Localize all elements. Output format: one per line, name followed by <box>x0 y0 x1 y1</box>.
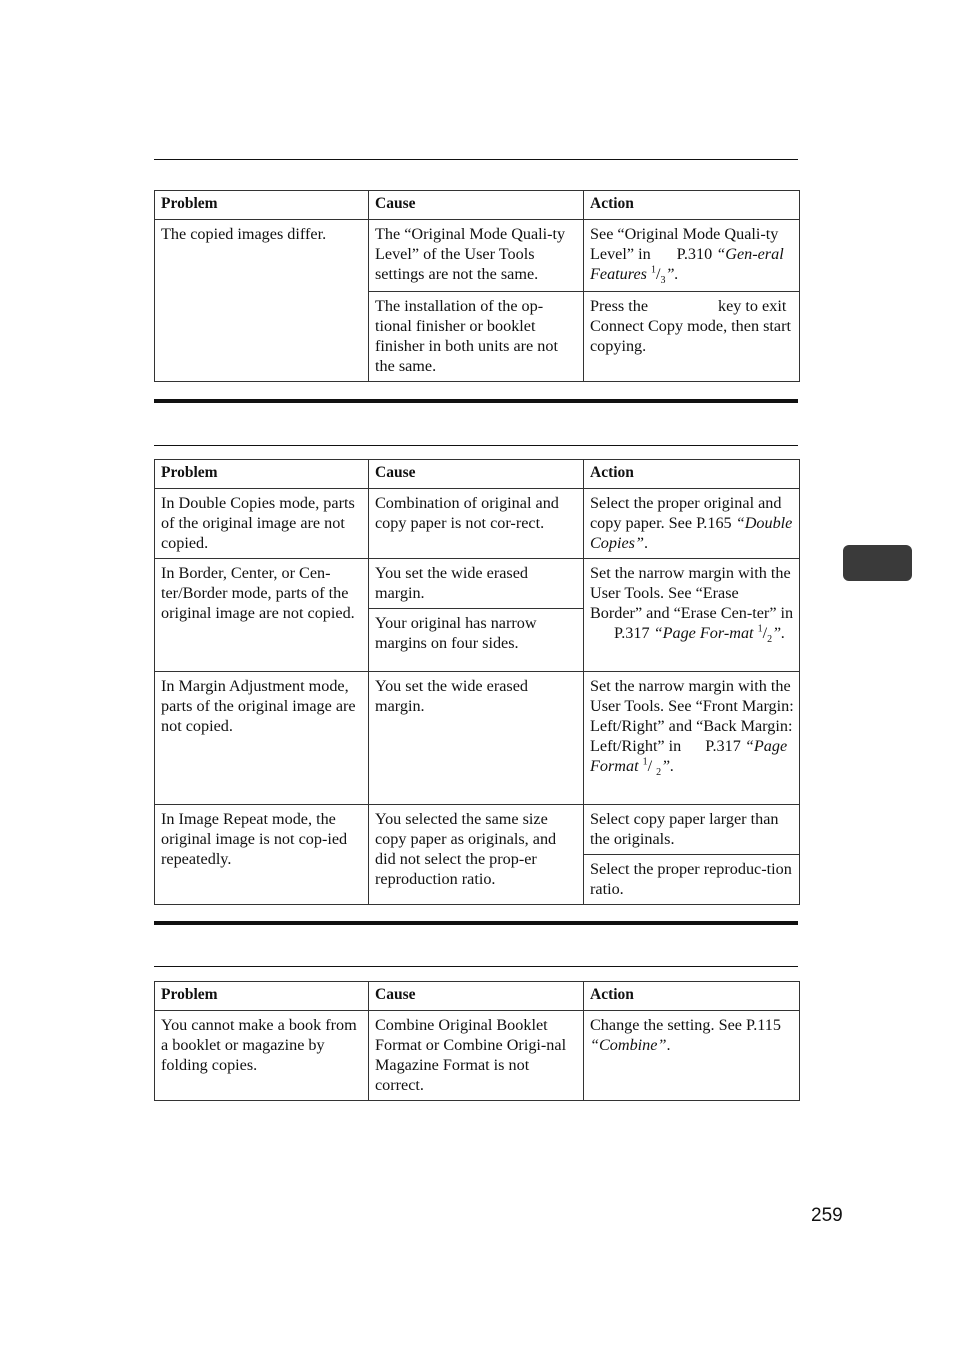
header-action: Action <box>584 460 800 489</box>
cause-cell: Combine Original Booklet Format or Combine Origi-nal Magazine Format is not correct. <box>369 1011 584 1101</box>
cause-cell: You set the wide erased margin. <box>369 559 584 609</box>
cause-cell: Combination of original and copy paper is not cor-rect. <box>369 489 584 559</box>
page-reference: P.317 <box>614 624 650 642</box>
header-problem: Problem <box>155 460 369 489</box>
action-cell: Set the narrow margin with the User Tools. See “Erase Border” and “Erase Cen-ter” inP.317 “Page For-mat $^1/_2$”. <box>584 559 800 672</box>
header-rule <box>154 159 798 160</box>
table-row <box>155 559 800 609</box>
action-cell: Select the proper reproduc-tion ratio. <box>584 855 800 905</box>
header-cause: Cause <box>369 191 584 220</box>
problem-cell: The copied images differ. <box>155 220 369 382</box>
cause-cell: The “Original Mode Quali-ty Level” of the User Tools settings are not the same. <box>369 220 584 292</box>
header-cause: Cause <box>369 982 584 1011</box>
section-rule <box>154 966 798 967</box>
header-cause: Cause <box>369 460 584 489</box>
page-reference: P.165 <box>696 514 732 532</box>
table-header-row <box>155 191 800 220</box>
section-rule <box>154 445 798 446</box>
page-reference: P.317 <box>705 737 741 755</box>
header-problem: Problem <box>155 191 369 220</box>
table-header-row <box>155 982 800 1011</box>
action-cell: See “Original Mode Quali-ty Level” in P.310 “Gen-eral Features $^1/_3$”. <box>584 220 800 292</box>
chapter-tab <box>843 545 912 581</box>
cause-cell: The installation of the op-tional finisher or booklet finisher in both units are not the same. <box>369 292 584 382</box>
table-row <box>155 220 800 292</box>
action-cell: Select copy paper larger than the originals. <box>584 805 800 855</box>
table-row <box>155 805 800 855</box>
problem-cell: In Margin Adjustment mode, parts of the original image are not copied. <box>155 672 369 805</box>
cause-cell: You selected the same size copy paper as originals, and did not select the prop-er reproduction ratio. <box>369 805 584 905</box>
header-action: Action <box>584 191 800 220</box>
problem-cell: You cannot make a book from a booklet or magazine by folding copies. <box>155 1011 369 1101</box>
table-row <box>155 672 800 805</box>
table-header-row <box>155 460 800 489</box>
table-edit-image <box>154 459 800 905</box>
cause-cell: Your original has narrow margins on four sides. <box>369 609 584 672</box>
problem-cell: In Double Copies mode, parts of the original image are not copied. <box>155 489 369 559</box>
page-reference: P.310 <box>676 245 713 263</box>
table-row <box>155 1011 800 1101</box>
header-action: Action <box>584 982 800 1011</box>
section-rule <box>154 921 798 925</box>
problem-cell: In Image Repeat mode, the original image is not cop-ied repeatedly. <box>155 805 369 905</box>
table-combine <box>154 981 800 1101</box>
header-problem: Problem <box>155 982 369 1011</box>
cause-cell: You set the wide erased margin. <box>369 672 584 805</box>
action-cell: Press the key to exit Connect Copy mode, then start copying. <box>584 292 800 382</box>
page-reference: P.115 <box>746 1016 781 1034</box>
problem-cell: In Border, Center, or Cen-ter/Border mode, parts of the original image are not copied. <box>155 559 369 672</box>
action-cell: Select the proper original and copy paper. See P.165 “Double Copies”. <box>584 489 800 559</box>
section-rule <box>154 399 798 403</box>
table-connect-copy <box>154 190 800 382</box>
action-cell: Set the narrow margin with the User Tools. See “Front Margin: Left/Right” and “Back Margin: Left/Right” in P.317 “Page Format $^1$/ $_2$”. <box>584 672 800 805</box>
action-cell: Change the setting. See P.115 “Combine”. <box>584 1011 800 1101</box>
table-row <box>155 489 800 559</box>
page-number: 259 <box>811 1205 843 1226</box>
